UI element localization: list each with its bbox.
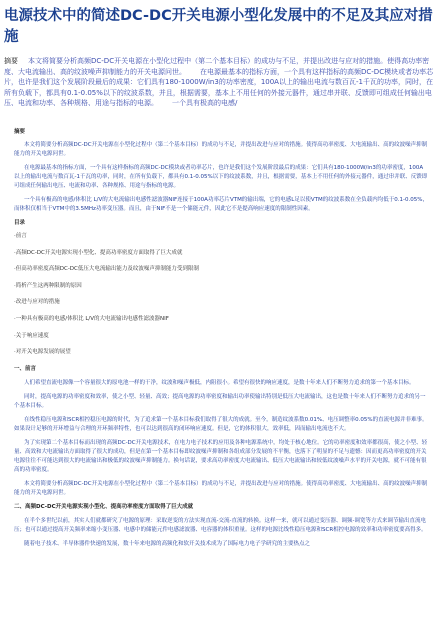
toc-item[interactable]: ·前言: [14, 233, 27, 239]
toc-item[interactable]: ·关于响应速度: [14, 332, 49, 339]
body-paragraph: 在电源最基本的指标方面，一个具有这样指标的高频DC-DC模块或者功率芯片，也许是我们这个发展阶段最后的成果：它们具有180-1000W/in3的功率密度，100A以上的输出电流与数百瓦-1千瓦的功率，同时，在所有负载下，都具有0.1-0.05%以下的纹波系数，并且，根据需要，基本上不用任何的外接元器件，通过串并联、反馈即可组成任何输出电压、电流和功率、各种规格、用途与指标的电源。: [14, 165, 428, 189]
toc-item[interactable]: ·但高功率密度高频DC-DC低压大电流输出能力及纹波噪声抑制能力受到限制: [14, 266, 199, 273]
toc-item[interactable]: ·高频DC-DC开关电源实现小型化、提高功率密度方面取得了巨大成就: [14, 249, 183, 256]
body-paragraph: 同时，提高电源的功率密度和效率，使之小型、轻量、高效；提高电源的功率密度和输出功率使输出特别是低压大电流输出，这也是数十年来人们不断努力追求的另一个基本目标。: [14, 393, 426, 409]
abstract-block: [4, 56, 436, 109]
body-paragraph: 在半个多世纪以前，其实人们就都研究了电源的原理：采取逆变的方法实现直流-交流-直流的转换。这样一来，就可以通过变压器、调频-调宽等方式来调节输出直流电压；也可以通过提高开关频率来缩小变压器、电感中的储能元件电感滤波器、电容器的体积重量。这样的电源比线性稳压电源和SCR相控电源的效率和功率密度要高得多。: [14, 517, 427, 533]
body-paragraph: 本文将简要分析高频DC-DC开关电源在小型化过程中（第二个基本目标）的成功与不足，并提出改进与应对的措施。使得高功率密度、大电流输出、高的纹波噪声抑制能力的开关电源问世。: [14, 142, 428, 157]
document-body: [14, 128, 428, 554]
body-paragraph: 人们希望直流电源像一个容量很大的原电池一样的干净，纹波和噪声极低，内阻很小。希望有很快的响应速度，是数十年来人们不断努力追求的第一个基本目标。: [24, 379, 415, 386]
body-paragraph: 本文将简要分析高频DC-DC开关电源在小型化过程中（第二个基本目标）的成功与不足，并提出改进与应对的措施。使得高功率密度、大电流输出、高的纹波噪声抑制能力的开关电源问世。: [14, 480, 428, 496]
table-of-contents: [14, 232, 428, 357]
body-paragraph: 为了实现第二个基本目标而出现的高频DC-DC开关电源技术，在电力电子技术的应用及各种电源系统中，均处于核心地位。它的功率密度和效率都很高，使之小型、轻量、高效和大电流输出方面取得了很大的成功，但是在第一个基本目标即纹波噪声抑制和各组成部分发展的不平衡，也落下了明显的不足与遗憾：因而更高功率密度的开关电源往往不可能达到很大的电流输出和极低的纹波噪声抑制能力。换句话说，要求高功率密度大电流输出、低压大电流输出和较低纹波噪声水平的开关电源，就不可能有很高的功率密度。: [14, 439, 428, 473]
toc-heading: 目录: [14, 220, 26, 226]
toc-item[interactable]: ·简析产生这两种限制的原因: [14, 282, 82, 289]
body-paragraph: 在线性稳压电源和SCR相控稳压电源的时代，为了追求第一个基本目标我们取得了很大的成就。至今，制造纹波系数0.01%、电压调整率0.05%的直流电源并非难事。如果设计足够的开环增益与合理的开环频率特性，也可以达到很高的闭环响应速度。但是，它的体积很大，效率低，因而输出电流也不大。: [14, 416, 428, 432]
body-paragraph: 一个具有极高的电感/体积比 L/V的大电流输出电感性滤波器NIF连接于100A功率芯片VTM的输出端，它的电感L足以使VTM的纹波系数在全负载内均低于0.1-0.05%，而体积仅相当于VTM中的3.5MHz功率变压器。而且，由于NIF不是一个储能元件，因此它不是提高响应速度的限制性因素。: [14, 197, 428, 212]
abstract-text-3: 一个具有极高的电感/: [172, 99, 238, 107]
toc-item[interactable]: ·改进与应对的措施: [14, 299, 60, 306]
toc-item[interactable]: ·一种具有极高的电感/体积比 L/V的大电流输出电感性滤波器NIF: [14, 315, 169, 322]
toc-item[interactable]: ·对开关电源发展的展望: [14, 349, 71, 356]
section-heading: 二、高频DC-DC开关电源实现小型化、提高功率密度方面取得了巨大成就: [14, 503, 194, 510]
body-paragraph: 随着电子技术、半导体器件快速的发展，数十年来电源的高频化和软开关技术成为了国际电力电子学研究的主要热点之: [24, 540, 311, 547]
document-title: 电源技术中的简述DC-DC开关电源小型化发展中的不足及其应对措施: [4, 8, 433, 45]
abstract-text-2: 在电源最基本的指标方面，一个具有这样指标的高频DC-DC模块或者功率芯片，也许是我们这个发展阶段最后的成果：它们具有180-1000W/in3的功率密度，100A以上的输出电流与数百瓦-1千瓦的功率，同时，在所有负载下，都具有0.1-0.05%以下的纹波系数，并且，根据需要，基本上不用任何的外接元器件，通过串并联、反馈即可组成任何输出电压、电流和功率、各种规格、用途与指标的电源。: [4, 67, 434, 107]
abstract-label: 摘要: [4, 57, 18, 65]
abstract-heading: 摘要: [14, 129, 26, 135]
section-heading: 一、前言: [14, 365, 37, 372]
abstract-text-1: 本文将简要分析高频DC-DC开关电源在小型化过程中（第二个基本目标）的成功与不足，并提出改进与应对的措施。使得高功率密度、大电流输出、高的纹波噪声抑制能力的开关电源问世。: [4, 57, 430, 76]
